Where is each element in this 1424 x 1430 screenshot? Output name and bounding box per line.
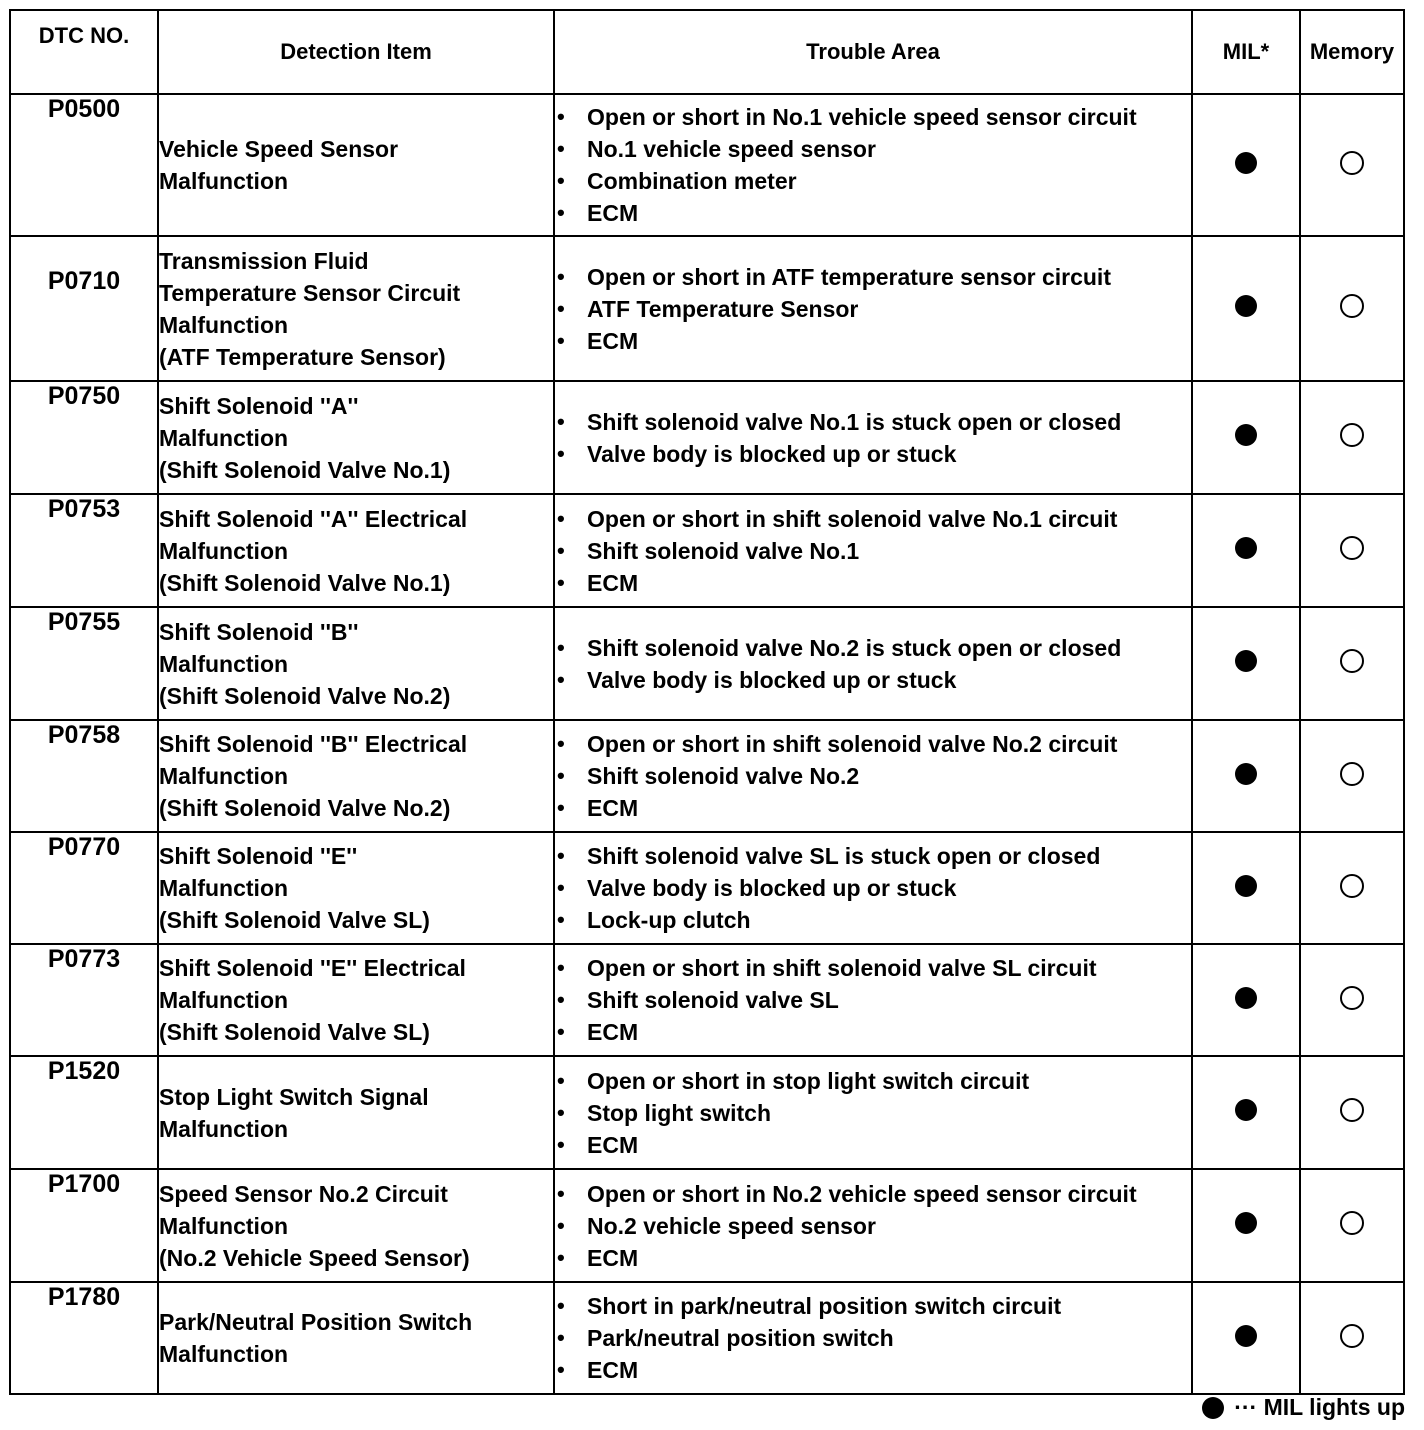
- table-row: [10, 1056, 1404, 1169]
- detection-item-line: Shift Solenoid ''B'': [159, 618, 359, 645]
- trouble-area-item: • Open or short in shift solenoid valve No.1 circuit: [555, 503, 1191, 535]
- memory-cell: [1300, 832, 1404, 944]
- dtc-code: P1520: [10, 1056, 158, 1169]
- filled-circle-icon: [1235, 152, 1257, 174]
- filled-circle-icon: [1235, 1325, 1257, 1347]
- table-row: [10, 381, 1404, 494]
- trouble-area-item: • Open or short in ATF temperature sensor circuit: [555, 261, 1191, 293]
- trouble-area-item: • Short in park/neutral position switch circuit: [555, 1290, 1191, 1322]
- trouble-area-list: [555, 952, 1191, 1048]
- trouble-area-item: • ECM: [555, 1129, 1191, 1161]
- mil-cell: [1192, 236, 1300, 381]
- detection-item-line: (Shift Solenoid Valve No.1): [159, 569, 451, 596]
- mil-cell: [1192, 381, 1300, 494]
- memory-cell: [1300, 494, 1404, 607]
- table-row: [10, 94, 1404, 236]
- empty-circle-icon: [1340, 986, 1364, 1010]
- trouble-area-list: [555, 840, 1191, 936]
- trouble-area-item: • Valve body is blocked up or stuck: [555, 438, 1191, 470]
- mil-cell: [1192, 944, 1300, 1056]
- trouble-area: [554, 832, 1192, 944]
- empty-circle-icon: [1340, 874, 1364, 898]
- detection-item-line: Shift Solenoid ''B'' Electrical: [159, 731, 468, 757]
- filled-circle-icon: [1235, 295, 1257, 317]
- table-row: [10, 832, 1404, 944]
- trouble-area: [554, 944, 1192, 1056]
- detection-item-line: (Shift Solenoid Valve No.2): [159, 795, 451, 821]
- trouble-area-item: • Open or short in No.1 vehicle speed sensor circuit: [555, 101, 1191, 133]
- filled-circle-icon: [1235, 537, 1257, 559]
- trouble-area: [554, 720, 1192, 832]
- dtc-code: P0753: [10, 494, 158, 607]
- table-row: [10, 1282, 1404, 1394]
- filled-circle-icon: [1235, 1099, 1257, 1121]
- detection-item-line: (Shift Solenoid Valve SL): [159, 907, 430, 933]
- trouble-area-list: [555, 1065, 1191, 1161]
- filled-circle-icon: [1235, 987, 1257, 1009]
- detection-item-line: Malfunction: [159, 424, 289, 451]
- detection-item-line: Shift Solenoid ''E'' Electrical: [159, 955, 466, 981]
- trouble-area-item: • Combination meter: [555, 165, 1191, 197]
- trouble-area-item: • No.2 vehicle speed sensor: [555, 1210, 1191, 1242]
- dtc-code: P0500: [10, 94, 158, 236]
- trouble-area-list: [555, 101, 1191, 229]
- detection-item-line: Malfunction: [159, 311, 289, 338]
- dtc-code: P0755: [10, 607, 158, 720]
- trouble-area-item: • ECM: [555, 1016, 1191, 1048]
- trouble-area-list: [555, 503, 1191, 599]
- trouble-area-list: [555, 1178, 1191, 1274]
- mil-cell: [1192, 494, 1300, 607]
- header-detection-item: Detection Item: [158, 10, 554, 94]
- detection-item: [158, 607, 554, 720]
- legend: [1202, 1394, 1405, 1421]
- trouble-area-list: [555, 406, 1191, 470]
- filled-circle-icon: [1235, 875, 1257, 897]
- empty-circle-icon: [1340, 762, 1364, 786]
- trouble-area: [554, 94, 1192, 236]
- trouble-area-list: [555, 261, 1191, 357]
- table-row: [10, 494, 1404, 607]
- trouble-area-item: • ECM: [555, 325, 1191, 357]
- empty-circle-icon: [1340, 294, 1364, 318]
- dtc-code: P1700: [10, 1169, 158, 1282]
- detection-item-line: Shift Solenoid ''A'' Electrical: [159, 505, 468, 532]
- empty-circle-icon: [1340, 1324, 1364, 1348]
- trouble-area-item: • Shift solenoid valve No.2: [555, 760, 1191, 792]
- mil-cell: [1192, 1056, 1300, 1169]
- table-row: [10, 720, 1404, 832]
- detection-item-line: Stop Light Switch Signal: [159, 1083, 429, 1110]
- filled-circle-icon: [1235, 650, 1257, 672]
- filled-circle-icon: [1235, 763, 1257, 785]
- detection-item-line: Vehicle Speed Sensor: [159, 136, 399, 162]
- detection-item: [158, 1282, 554, 1394]
- detection-item-line: Park/Neutral Position Switch: [159, 1309, 473, 1335]
- trouble-area: [554, 1056, 1192, 1169]
- trouble-area-item: • Shift solenoid valve SL is stuck open or closed: [555, 840, 1191, 872]
- trouble-area-list: [555, 632, 1191, 696]
- detection-item-line: (Shift Solenoid Valve No.2): [159, 682, 451, 709]
- mil-cell: [1192, 1169, 1300, 1282]
- trouble-area-item: • Park/neutral position switch: [555, 1322, 1191, 1354]
- trouble-area: [554, 1169, 1192, 1282]
- dtc-code: P0773: [10, 944, 158, 1056]
- detection-item-line: Malfunction: [159, 1212, 289, 1239]
- table-row: [10, 944, 1404, 1056]
- detection-item-line: Transmission Fluid: [159, 247, 369, 274]
- trouble-area-list: [555, 1290, 1191, 1386]
- trouble-area-item: • Shift solenoid valve No.1 is stuck open or closed: [555, 406, 1191, 438]
- trouble-area-item: • ECM: [555, 567, 1191, 599]
- table-row: [10, 607, 1404, 720]
- legend-text: ··· MIL lights up: [1234, 1394, 1405, 1420]
- detection-item-line: Malfunction: [159, 1341, 289, 1367]
- trouble-area: [554, 236, 1192, 381]
- detection-item-line: Malfunction: [159, 537, 289, 564]
- detection-item-line: Shift Solenoid ''A'': [159, 392, 359, 419]
- mil-cell: [1192, 720, 1300, 832]
- empty-circle-icon: [1340, 649, 1364, 673]
- detection-item-line: (Shift Solenoid Valve SL): [159, 1019, 430, 1045]
- trouble-area-item: • Open or short in shift solenoid valve SL circuit: [555, 952, 1191, 984]
- filled-circle-icon: [1202, 1397, 1224, 1419]
- trouble-area-item: • ECM: [555, 1242, 1191, 1274]
- trouble-area-item: • Shift solenoid valve SL: [555, 984, 1191, 1016]
- memory-cell: [1300, 381, 1404, 494]
- table-row: [10, 1169, 1404, 1282]
- mil-cell: [1192, 607, 1300, 720]
- dtc-code: P0770: [10, 832, 158, 944]
- memory-cell: [1300, 720, 1404, 832]
- memory-cell: [1300, 236, 1404, 381]
- detection-item-line: Malfunction: [159, 650, 289, 677]
- trouble-area-item: • No.1 vehicle speed sensor: [555, 133, 1191, 165]
- trouble-area-item: • Valve body is blocked up or stuck: [555, 664, 1191, 696]
- memory-cell: [1300, 1169, 1404, 1282]
- dtc-code: P0758: [10, 720, 158, 832]
- detection-item-line: Shift Solenoid ''E'': [159, 843, 358, 869]
- trouble-area-item: • ECM: [555, 792, 1191, 824]
- memory-cell: [1300, 1056, 1404, 1169]
- detection-item: [158, 94, 554, 236]
- trouble-area-item: • Valve body is blocked up or stuck: [555, 872, 1191, 904]
- table-row: [10, 236, 1404, 381]
- trouble-area-item: • ECM: [555, 197, 1191, 229]
- detection-item-line: (ATF Temperature Sensor): [159, 343, 446, 370]
- detection-item: [158, 944, 554, 1056]
- memory-cell: [1300, 94, 1404, 236]
- empty-circle-icon: [1340, 1211, 1364, 1235]
- memory-cell: [1300, 944, 1404, 1056]
- trouble-area-item: • ATF Temperature Sensor: [555, 293, 1191, 325]
- filled-circle-icon: [1235, 1212, 1257, 1234]
- detection-item-line: (Shift Solenoid Valve No.1): [159, 456, 451, 483]
- filled-circle-icon: [1235, 424, 1257, 446]
- detection-item-line: Temperature Sensor Circuit: [159, 279, 461, 306]
- detection-item-line: Malfunction: [159, 763, 289, 789]
- trouble-area-item: • Lock-up clutch: [555, 904, 1191, 936]
- header-memory: Memory: [1300, 10, 1404, 94]
- detection-item: [158, 1169, 554, 1282]
- detection-item: [158, 494, 554, 607]
- detection-item-line: Malfunction: [159, 987, 289, 1013]
- dtc-code: P0710: [10, 236, 158, 381]
- table-header-row: [10, 10, 1404, 94]
- trouble-area: [554, 1282, 1192, 1394]
- trouble-area: [554, 381, 1192, 494]
- detection-item: [158, 381, 554, 494]
- detection-item-line: Malfunction: [159, 1115, 289, 1142]
- header-dtc-no: DTC NO.: [10, 10, 158, 94]
- detection-item-line: Malfunction: [159, 168, 289, 194]
- detection-item: [158, 1056, 554, 1169]
- trouble-area-list: [555, 728, 1191, 824]
- trouble-area-item: • Open or short in shift solenoid valve No.2 circuit: [555, 728, 1191, 760]
- detection-item: [158, 720, 554, 832]
- detection-item-line: Speed Sensor No.2 Circuit: [159, 1180, 448, 1207]
- dtc-code: P1780: [10, 1282, 158, 1394]
- trouble-area-item: • Shift solenoid valve No.2 is stuck open or closed: [555, 632, 1191, 664]
- trouble-area-item: • Open or short in stop light switch circuit: [555, 1065, 1191, 1097]
- table-body: [10, 94, 1404, 1394]
- detection-item: [158, 236, 554, 381]
- mil-cell: [1192, 1282, 1300, 1394]
- detection-item-line: Malfunction: [159, 875, 289, 901]
- memory-cell: [1300, 607, 1404, 720]
- memory-cell: [1300, 1282, 1404, 1394]
- detection-item: [158, 832, 554, 944]
- trouble-area-item: • Open or short in No.2 vehicle speed sensor circuit: [555, 1178, 1191, 1210]
- detection-item-line: (No.2 Vehicle Speed Sensor): [159, 1244, 470, 1271]
- trouble-area-item: • ECM: [555, 1354, 1191, 1386]
- dtc-code: P0750: [10, 381, 158, 494]
- empty-circle-icon: [1340, 536, 1364, 560]
- empty-circle-icon: [1340, 423, 1364, 447]
- header-trouble-area: Trouble Area: [554, 10, 1192, 94]
- empty-circle-icon: [1340, 151, 1364, 175]
- trouble-area: [554, 607, 1192, 720]
- empty-circle-icon: [1340, 1098, 1364, 1122]
- dtc-table: [9, 9, 1405, 1395]
- trouble-area-item: • Shift solenoid valve No.1: [555, 535, 1191, 567]
- mil-cell: [1192, 94, 1300, 236]
- trouble-area: [554, 494, 1192, 607]
- mil-cell: [1192, 832, 1300, 944]
- header-mil: MIL*: [1192, 10, 1300, 94]
- trouble-area-item: • Stop light switch: [555, 1097, 1191, 1129]
